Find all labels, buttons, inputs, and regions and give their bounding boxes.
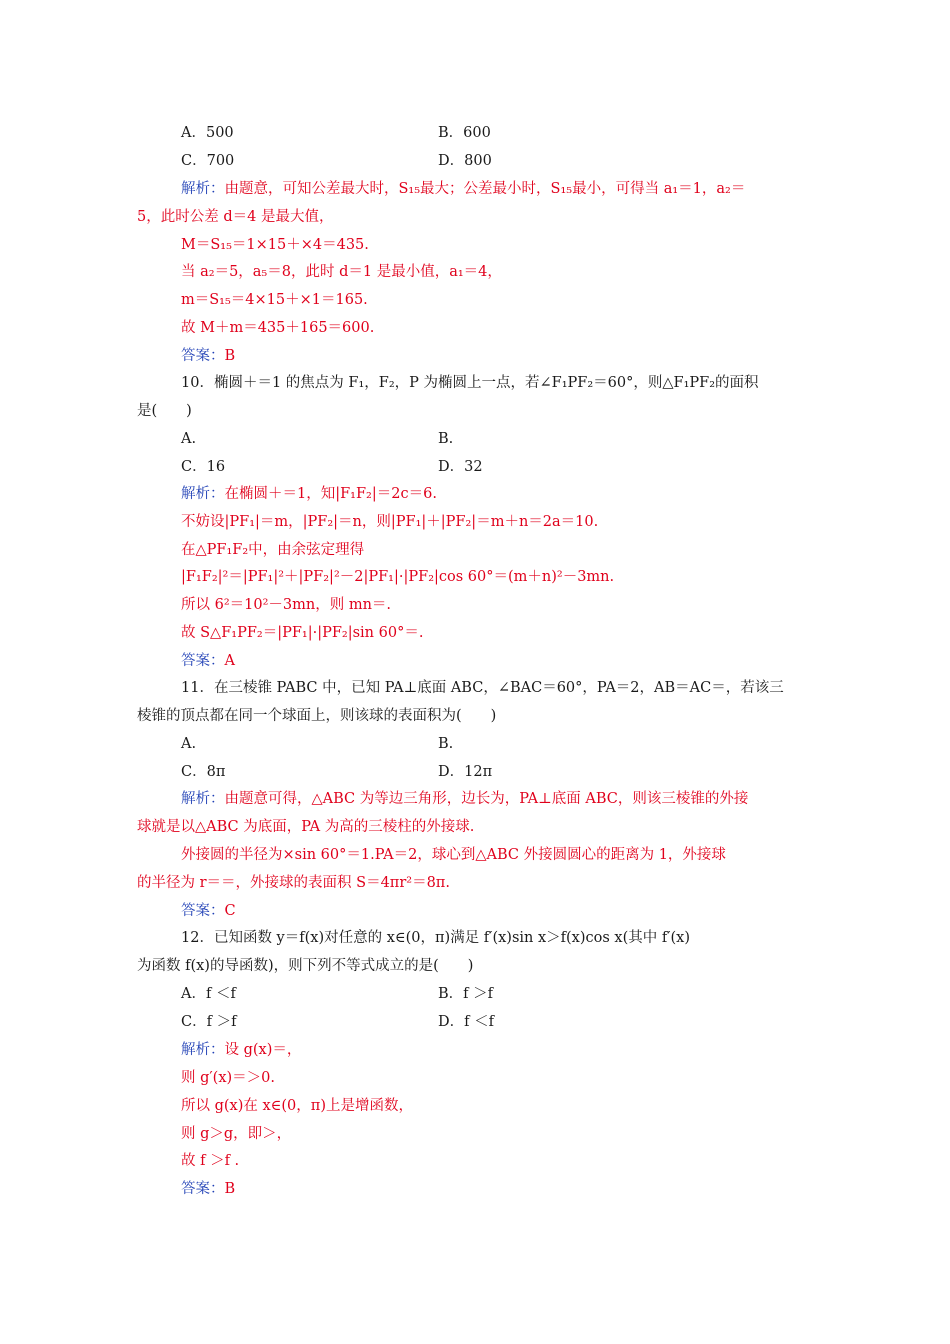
q10-option-a: A. bbox=[181, 431, 197, 447]
q11-stem-line-1: 11．在三棱锥 PABC 中，已知 PA⊥底面 ABC，∠BAC＝60°，PA＝2，AB＝AC＝，若该三 bbox=[181, 680, 784, 696]
q10-option-d: D．32 bbox=[438, 459, 483, 475]
q12-option-c: C．f ＞f bbox=[181, 1014, 237, 1030]
analysis-label: 解析： bbox=[181, 1042, 225, 1058]
q10-analysis-line-3: 在△PF₁F₂中，由余弦定理得 bbox=[181, 542, 365, 558]
q12-analysis-line-3: 所以 g(x)在 x∈(0，π)上是增函数， bbox=[181, 1098, 413, 1114]
answer-label: 答案： bbox=[181, 348, 225, 364]
q11-option-a: A. bbox=[181, 736, 197, 752]
q12-option-b: B．f ＞f bbox=[438, 986, 493, 1002]
q9-option-b: B．600 bbox=[438, 125, 491, 141]
q12-stem-line-1: 12．已知函数 y＝f(x)对任意的 x∈(0，π)满足 f′(x)sin x＞f(x)cos x(其中 f′(x) bbox=[181, 930, 691, 946]
q9-analysis-line-2: 5，此时公差 d＝4 是最大值， bbox=[137, 209, 334, 225]
q11-stem-line-2: 棱锥的顶点都在同一个球面上，则该球的表面积为( ) bbox=[137, 708, 497, 724]
q9-analysis-line-5: m＝S₁₅＝4×15＋×1＝165. bbox=[181, 292, 368, 308]
q12-analysis-line-5: 故 f ＞f . bbox=[181, 1153, 240, 1169]
q11-analysis-line-3: 外接圆的半径为×sin 60°＝1.PA＝2，球心到△ABC 外接圆圆心的距离为 1，外接球 bbox=[181, 847, 726, 863]
q9-analysis-line-6: 故 M＋m＝435＋165＝600. bbox=[181, 320, 375, 336]
analysis-label: 解析： bbox=[181, 181, 225, 197]
answer-label: 答案： bbox=[181, 653, 225, 669]
q9-option-a: A．500 bbox=[181, 125, 234, 141]
q11-answer: 答案：C bbox=[181, 903, 236, 919]
q12-analysis-line-1: 解析：设 g(x)＝， bbox=[181, 1042, 302, 1058]
q10-option-c: C．16 bbox=[181, 459, 226, 475]
analysis-label: 解析： bbox=[181, 486, 225, 502]
q10-answer: 答案：A bbox=[181, 653, 235, 669]
q12-answer: 答案：B bbox=[181, 1181, 236, 1197]
q9-analysis-line-1: 解析：由题意，可知公差最大时，S₁₅最大；公差最小时，S₁₅最小，可得当 a₁＝1，a₂＝ bbox=[181, 181, 746, 197]
q10-analysis-line-4: |F₁F₂|²＝|PF₁|²＋|PF₂|²－2|PF₁|·|PF₂|cos 60°＝(m＋n)²－3mn. bbox=[181, 569, 615, 585]
q10-stem-line-2: 是( ) bbox=[137, 403, 192, 419]
q12-option-d: D．f ＜f bbox=[438, 1014, 494, 1030]
q12-analysis-line-2: 则 g′(x)＝＞0. bbox=[181, 1070, 276, 1086]
q10-stem-line-1: 10．椭圆＋＝1 的焦点为 F₁，F₂，P 为椭圆上一点，若∠F₁PF₂＝60°，则△F₁PF₂的面积 bbox=[181, 375, 759, 391]
q10-analysis-line-5: 所以 6²＝10²－3mn，则 mn＝. bbox=[181, 597, 392, 613]
analysis-label: 解析： bbox=[181, 791, 225, 807]
q9-option-c: C．700 bbox=[181, 153, 235, 169]
q11-option-d: D．12π bbox=[438, 764, 493, 780]
q11-analysis-line-4: 的半径为 r＝＝，外接球的表面积 S＝4πr²＝8π. bbox=[137, 875, 450, 891]
q11-option-c: C．8π bbox=[181, 764, 226, 780]
q11-analysis-line-2: 球就是以△ABC 为底面，PA 为高的三棱柱的外接球. bbox=[137, 819, 475, 835]
q9-analysis-line-3: M＝S₁₅＝1×15＋×4＝435. bbox=[181, 237, 369, 253]
q9-analysis-line-4: 当 a₂＝5，a₅＝8，此时 d＝1 是最小值，a₁＝4， bbox=[181, 264, 502, 280]
answer-label: 答案： bbox=[181, 1181, 225, 1197]
q10-option-b: B. bbox=[438, 431, 454, 447]
q10-analysis-line-2: 不妨设|PF₁|＝m，|PF₂|＝n，则|PF₁|＋|PF₂|＝m＋n＝2a＝10. bbox=[181, 514, 599, 530]
q10-analysis-line-1: 解析：在椭圆＋＝1，知|F₁F₂|＝2c＝6. bbox=[181, 486, 437, 502]
q9-answer: 答案：B bbox=[181, 348, 236, 364]
q11-option-b: B. bbox=[438, 736, 454, 752]
q12-stem-line-2: 为函数 f(x)的导函数)，则下列不等式成立的是( ) bbox=[137, 958, 474, 974]
q9-option-d: D．800 bbox=[438, 153, 492, 169]
q11-analysis-line-1: 解析：由题意可得，△ABC 为等边三角形，边长为，PA⊥底面 ABC，则该三棱锥的外接 bbox=[181, 791, 749, 807]
q12-option-a: A．f ＜f bbox=[181, 986, 236, 1002]
q12-analysis-line-4: 则 g＞g，即＞， bbox=[181, 1126, 292, 1142]
q10-analysis-line-6: 故 S△F₁PF₂＝|PF₁|·|PF₂|sin 60°＝. bbox=[181, 625, 424, 641]
answer-label: 答案： bbox=[181, 903, 225, 919]
